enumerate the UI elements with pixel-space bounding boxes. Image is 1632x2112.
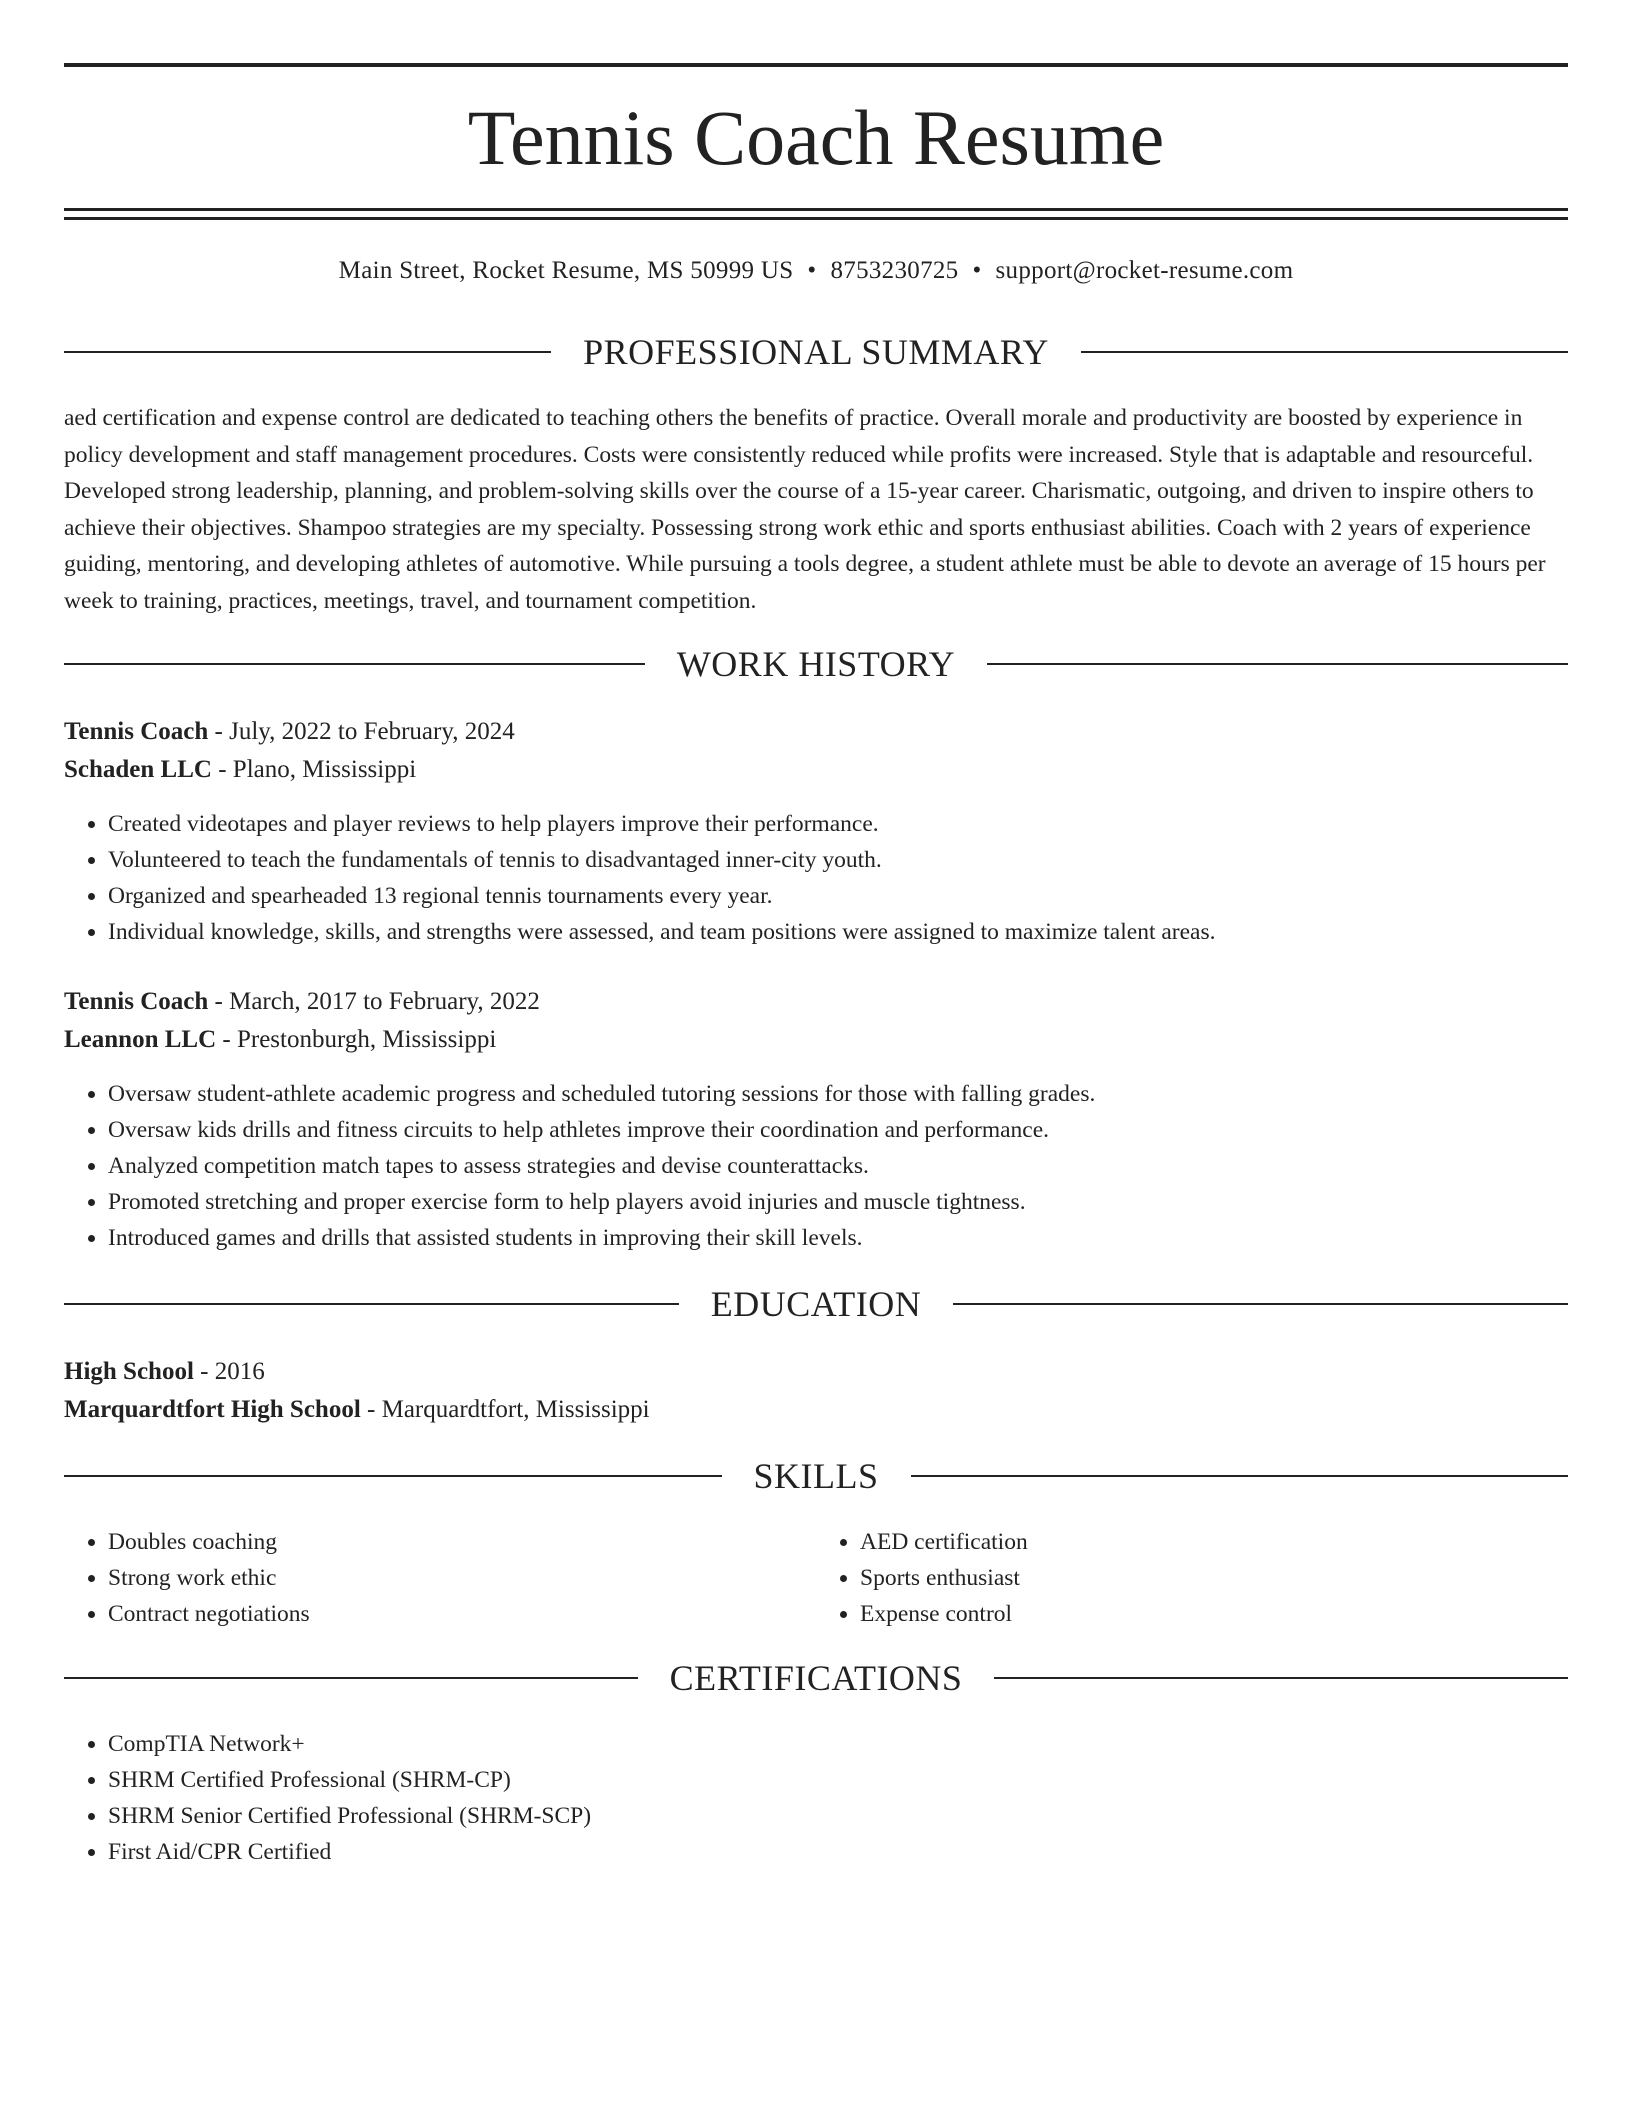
list-item: • Contract negotiations bbox=[108, 1596, 816, 1632]
heading-rule bbox=[1081, 351, 1568, 353]
heading-rule bbox=[64, 663, 645, 665]
education-school: Marquardtfort High School bbox=[64, 1396, 361, 1423]
list-item: • Created videotapes and player reviews to help players improve their performance. bbox=[108, 806, 1568, 842]
list-item: • Analyzed competition match tapes to assess strategies and devise counterattacks. bbox=[108, 1148, 1568, 1184]
job-1-title-line bbox=[64, 714, 1568, 750]
certifications-heading bbox=[64, 1656, 1568, 1700]
skills-heading-label: SKILLS bbox=[753, 1456, 879, 1496]
summary-heading-label: PROFESSIONAL SUMMARY bbox=[583, 332, 1049, 372]
list-item: • AED certification bbox=[860, 1524, 1568, 1560]
job-1-dates: - July, 2022 to February, 2024 bbox=[208, 718, 515, 745]
certifications-heading-label: CERTIFICATIONS bbox=[669, 1658, 963, 1698]
job-1-company-line bbox=[64, 752, 1568, 788]
list-item: • Introduced games and drills that assisted students in improving their skill levels. bbox=[108, 1220, 1568, 1256]
job-1-title: Tennis Coach bbox=[64, 718, 209, 745]
job-2-location: - Prestonburgh, Mississippi bbox=[216, 1026, 497, 1053]
job-1-location: - Plano, Mississippi bbox=[211, 756, 417, 783]
list-item: • CompTIA Network+ bbox=[108, 1726, 1568, 1762]
education-school-line bbox=[64, 1392, 1568, 1428]
list-item: • Sports enthusiast bbox=[860, 1560, 1568, 1596]
work-history-heading-label: WORK HISTORY bbox=[676, 644, 956, 684]
heading-rule bbox=[64, 1303, 679, 1305]
contact-separator: • bbox=[972, 257, 982, 284]
job-2-company-line bbox=[64, 1022, 1568, 1058]
job-2-company: Leannon LLC bbox=[64, 1026, 217, 1053]
list-item: • SHRM Senior Certified Professional (SHRM-SCP) bbox=[108, 1798, 1568, 1834]
list-item: • First Aid/CPR Certified bbox=[108, 1834, 1568, 1870]
job-2-title-line bbox=[64, 984, 1568, 1020]
contact-address: Main Street, Rocket Resume, MS 50999 US bbox=[338, 257, 794, 284]
skills-columns bbox=[64, 1524, 1568, 1632]
summary-heading bbox=[64, 330, 1568, 374]
contact-line bbox=[64, 254, 1568, 288]
list-item: • Doubles coaching bbox=[108, 1524, 816, 1560]
heading-rule bbox=[64, 351, 551, 353]
education-heading-label: EDUCATION bbox=[710, 1284, 922, 1324]
heading-rule bbox=[64, 1677, 638, 1679]
list-item: • SHRM Certified Professional (SHRM-CP) bbox=[108, 1762, 1568, 1798]
heading-rule bbox=[994, 1677, 1568, 1679]
list-item: • Organized and spearheaded 13 regional tennis tournaments every year. bbox=[108, 878, 1568, 914]
list-item: • Individual knowledge, skills, and strengths were assessed, and team positions were assigned to maximize talent areas. bbox=[108, 914, 1568, 950]
job-1-company: Schaden LLC bbox=[64, 756, 212, 783]
summary-text: aed certification and expense control are dedicated to teaching others the benefits of practice. Overall morale and productivity are boosted by experience in policy development and staff management procedures. Costs were consistently reduced while profits were increased. Style that is adaptable and resourceful. Developed strong leadership, planning, and problem-solving skills over the course of a 15-year career. Charismatic, outgoing, and driven to inspire others to achieve their objectives. Shampoo strategies are my specialty. Possessing strong work ethic and sports enthusiast abilities. Coach with 2 years of experience guiding, mentoring, and developing athletes of automotive. While pursuing a tools degree, a student athlete must be able to devote an average of 15 hours per week to training, practices, meetings, travel, and tournament competition. bbox=[64, 405, 1546, 614]
title-double-rule bbox=[64, 208, 1568, 220]
contact-email: support@rocket-resume.com bbox=[995, 257, 1294, 284]
job-2-title: Tennis Coach bbox=[64, 988, 209, 1015]
education-degree-line bbox=[64, 1354, 1568, 1390]
top-rule bbox=[64, 63, 1568, 67]
education-heading bbox=[64, 1282, 1568, 1326]
education-degree: High School bbox=[64, 1358, 194, 1385]
list-item: • Volunteered to teach the fundamentals of tennis to disadvantaged inner-city youth. bbox=[108, 842, 1568, 878]
list-item: • Oversaw student-athlete academic progress and scheduled tutoring sessions for those with falling grades. bbox=[108, 1076, 1568, 1112]
list-item: • Oversaw kids drills and fitness circuits to help athletes improve their coordination and performance. bbox=[108, 1112, 1568, 1148]
education-location: - Marquardtfort, Mississippi bbox=[360, 1396, 650, 1423]
skills-left-list bbox=[64, 1524, 816, 1632]
list-item: • Strong work ethic bbox=[108, 1560, 816, 1596]
skills-right-list bbox=[816, 1524, 1568, 1632]
heading-rule bbox=[64, 1475, 722, 1477]
skills-heading bbox=[64, 1454, 1568, 1498]
job-2-bullets bbox=[64, 1076, 1568, 1256]
contact-phone: 8753230725 bbox=[830, 257, 959, 284]
job-1-bullets bbox=[64, 806, 1568, 950]
education-year: - 2016 bbox=[193, 1358, 265, 1385]
resume-title: Tennis Coach Resume bbox=[467, 94, 1165, 181]
certifications-list bbox=[64, 1726, 1568, 1870]
heading-rule bbox=[953, 1303, 1568, 1305]
job-2-dates: - March, 2017 to February, 2022 bbox=[208, 988, 540, 1015]
heading-rule bbox=[911, 1475, 1569, 1477]
contact-separator: • bbox=[807, 257, 817, 284]
list-item: • Promoted stretching and proper exercise form to help players avoid injuries and muscle tightness. bbox=[108, 1184, 1568, 1220]
list-item: • Expense control bbox=[860, 1596, 1568, 1632]
heading-rule bbox=[987, 663, 1568, 665]
work-history-heading bbox=[64, 642, 1568, 686]
